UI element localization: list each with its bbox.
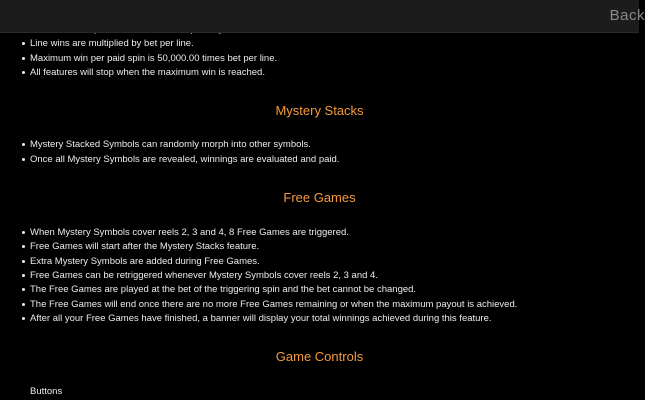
list-item: When Mystery Symbols cover reels 2, 3 and 4, 8 Free Games are triggered. bbox=[30, 227, 349, 238]
free-games-heading: Free Games bbox=[283, 190, 356, 205]
list-item: Once all Mystery Symbols are revealed, winnings are evaluated and paid. bbox=[30, 154, 340, 165]
list-item: Line wins are multiplied by bet per line. bbox=[30, 38, 194, 49]
list-item: The Free Games will end once there are no more Free Games remaining or when the maximum payout is achieved. bbox=[30, 299, 518, 310]
list-item: All features will stop when the maximum win is reached. bbox=[30, 67, 265, 78]
back-button[interactable]: Back bbox=[609, 7, 645, 24]
list-item: Extra Mystery Symbols are added during Free Games. bbox=[30, 256, 260, 267]
game-controls-heading: Game Controls bbox=[275, 349, 364, 364]
mystery-stacks-heading: Mystery Stacks bbox=[275, 103, 364, 118]
list-item: Mystery Stacked Symbols can randomly morph into other symbols. bbox=[30, 139, 311, 150]
list-item: Maximum win per paid spin is 50,000.00 times bet per line. bbox=[30, 53, 278, 64]
top-bar bbox=[0, 0, 645, 33]
list-item: After all your Free Games have finished, a banner will display your total winnings achieved during this feature. bbox=[30, 313, 492, 324]
list-item: Free Games will start after the Mystery Stacks feature. bbox=[30, 241, 260, 252]
list-item: The Free Games are played at the bet of the triggering spin and the bet cannot be changed. bbox=[30, 284, 417, 295]
list-item: Free Games can be retriggered whenever Mystery Symbols cover reels 2, 3 and 4. bbox=[30, 270, 378, 281]
buttons-subheading: Buttons bbox=[30, 386, 63, 397]
